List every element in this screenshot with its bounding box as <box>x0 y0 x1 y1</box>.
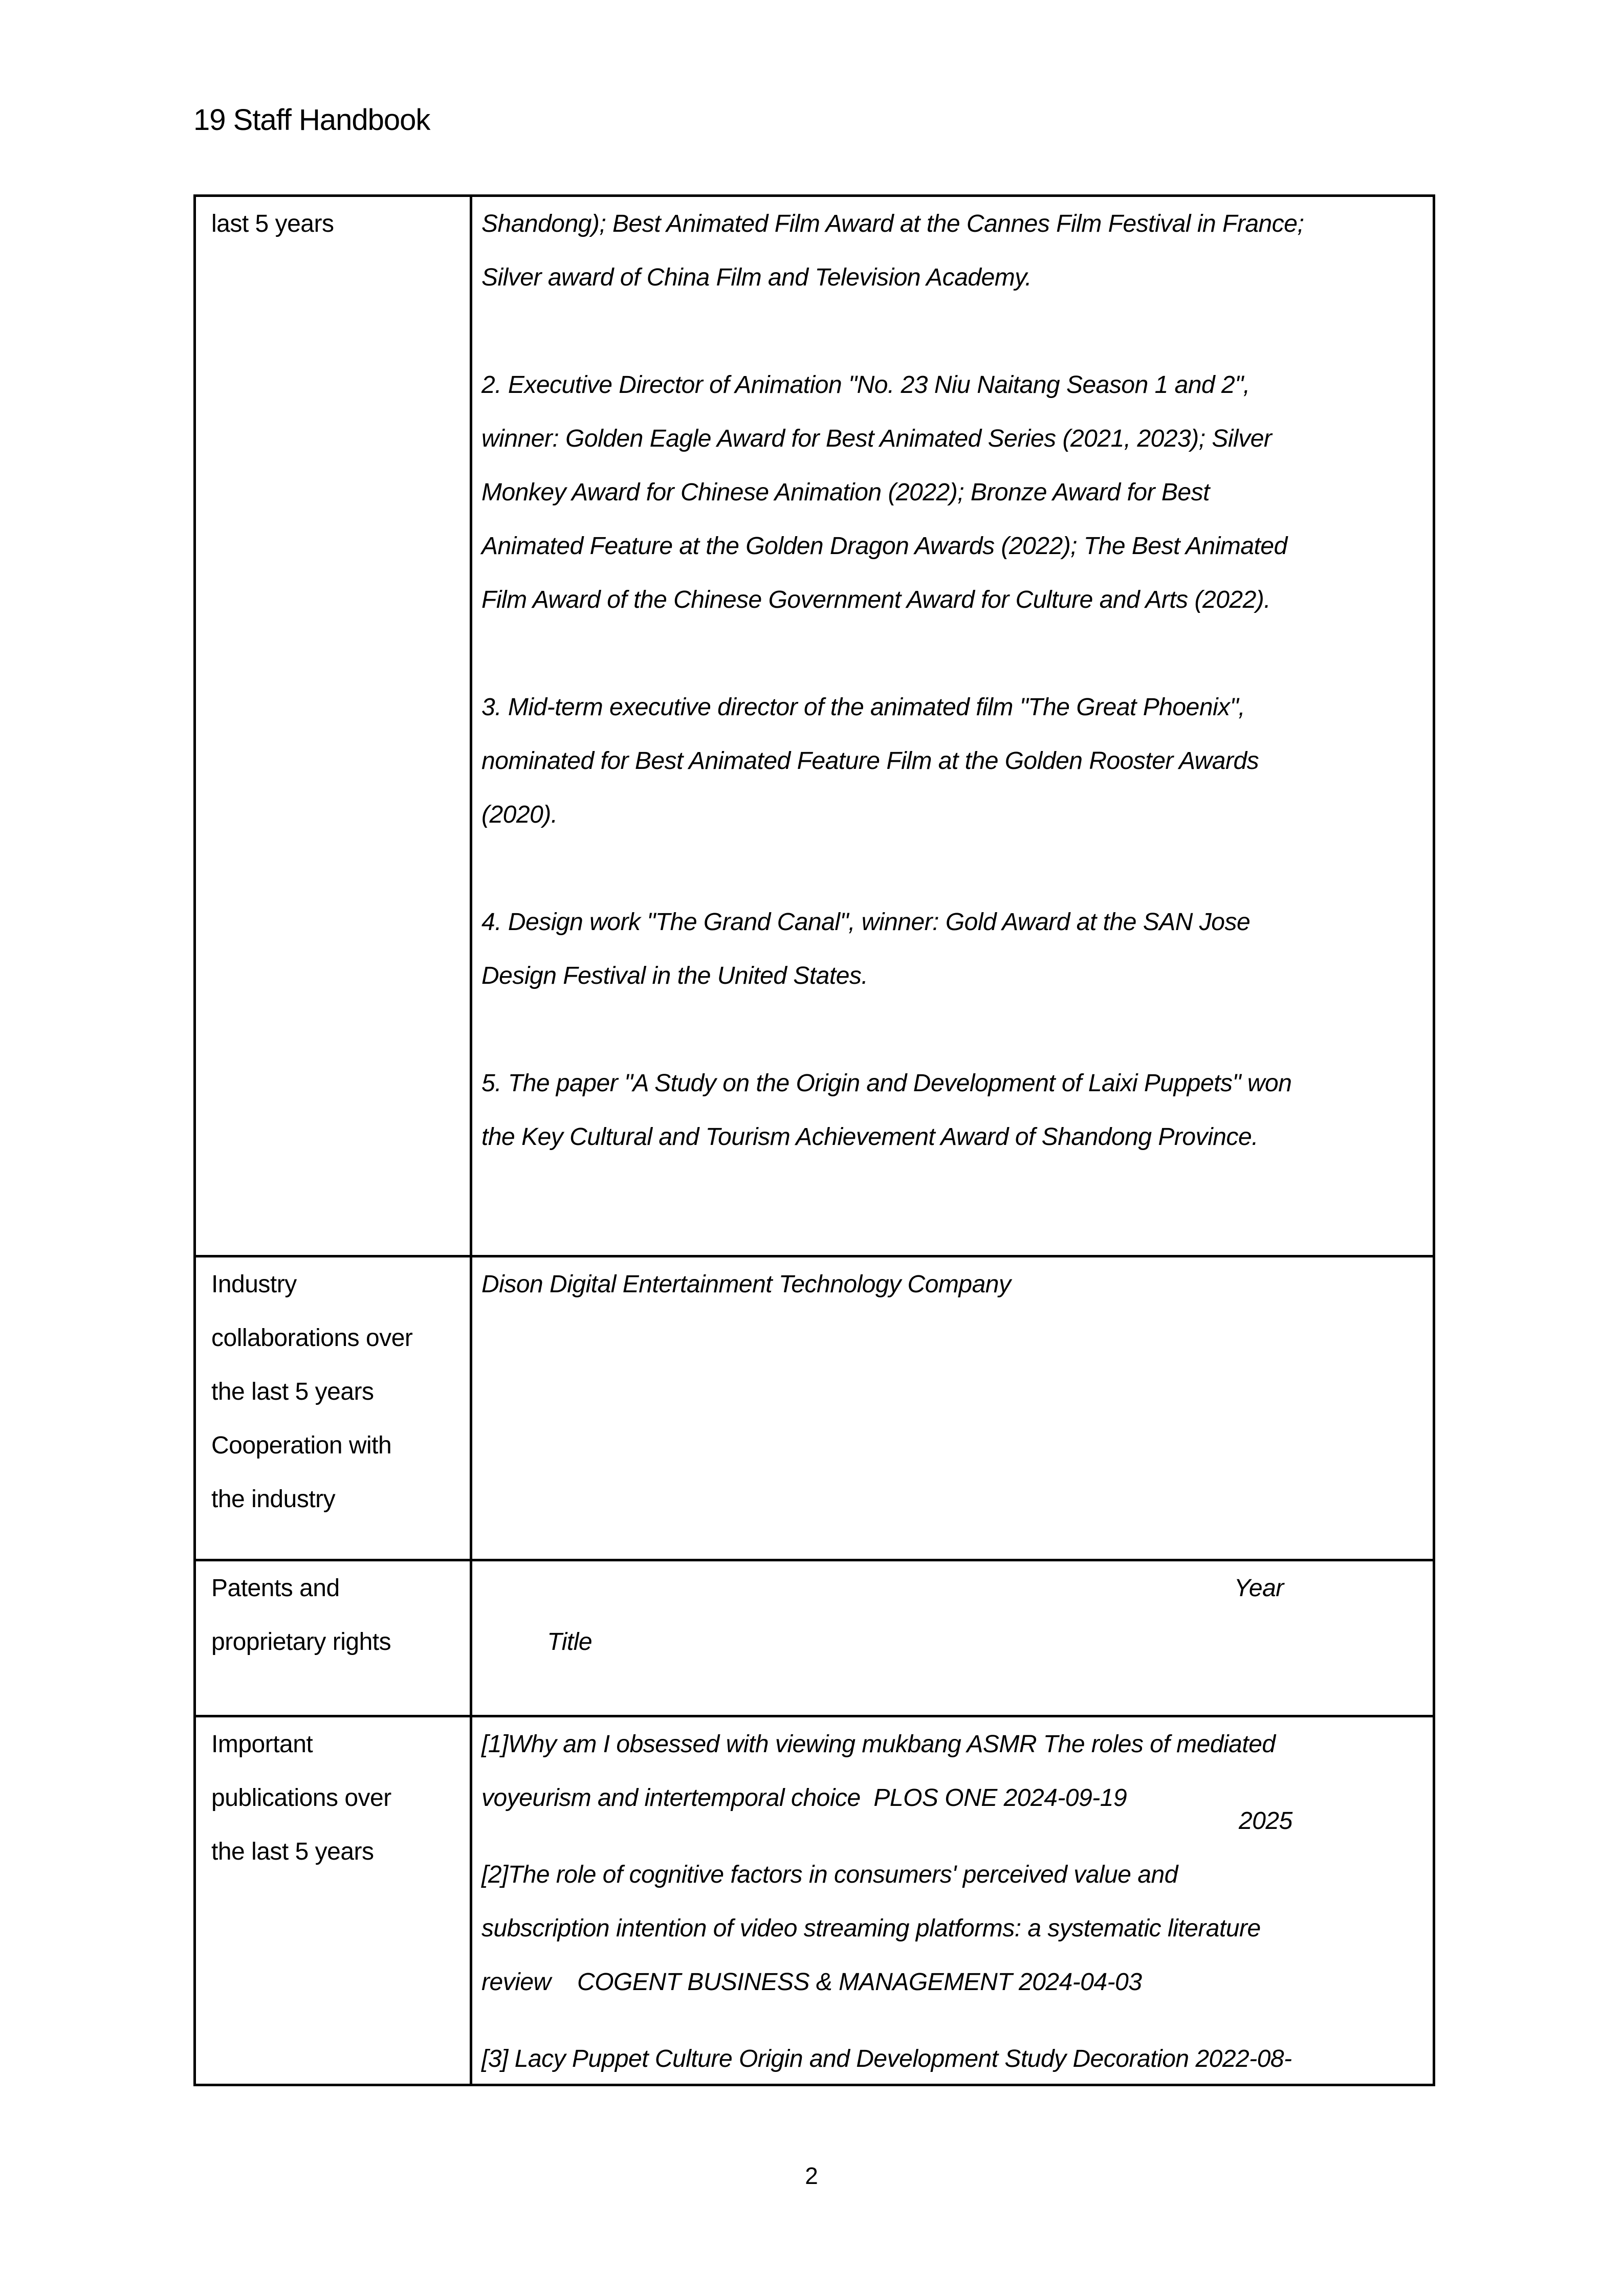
text-line: Design Festival in the United States. <box>481 962 868 989</box>
row-label-industry-collaborations <box>196 1257 472 1559</box>
awards-paragraph-1 <box>481 197 1422 304</box>
text-line: subscription intention of video streaming platforms: a systematic literature <box>481 1915 1261 1942</box>
label-line: Important <box>211 1731 313 1758</box>
page-number: 2 <box>805 2162 818 2189</box>
label-line: publications over <box>211 1784 391 1812</box>
label-line: collaborations over <box>211 1324 413 1352</box>
patents-year-label: Year <box>1234 1575 1284 1602</box>
label-line: the industry <box>211 1486 336 1513</box>
label-line: proprietary rights <box>211 1628 391 1655</box>
patents-title-label: Title <box>547 1628 593 1655</box>
cell-awards-content <box>472 197 1433 1255</box>
awards-paragraph-3 <box>481 680 1422 842</box>
text-line: (2020). <box>481 801 558 828</box>
text-line: Dison Digital Entertainment Technology Company <box>481 1271 1011 1298</box>
text-line: the Key Cultural and Tourism Achievement Award of Shandong Province. <box>481 1123 1258 1151</box>
row-label-patents <box>196 1561 472 1715</box>
text-line: voyeurism and intertemporal choice PLOS ONE 2024-09-19 <box>481 1784 1127 1812</box>
text-line: [3] Lacy Puppet Culture Origin and Development Study Decoration 2022-08- <box>481 2045 1292 2072</box>
text-line: Animated Feature at the Golden Dragon Awards (2022); The Best Animated <box>481 533 1287 560</box>
row-label-publications <box>196 1717 472 2084</box>
row-label-awards <box>196 197 472 1255</box>
table-row-awards <box>196 197 1433 1257</box>
text-line: [1]Why am I obsessed with viewing mukbang ASMR The roles of mediated <box>481 1731 1276 1758</box>
text-line: Silver award of China Film and Television Academy. <box>481 264 1032 291</box>
label-line: the last 5 years <box>211 1838 374 1865</box>
text-line: 5. The paper "A Study on the Origin and Development of Laixi Puppets" won <box>481 1070 1292 1097</box>
page-header-title: 19 Staff Handbook <box>193 103 430 137</box>
awards-paragraph-2 <box>481 358 1422 627</box>
awards-paragraph-4 <box>481 895 1422 1003</box>
text-line: Shandong); Best Animated Film Award at the Cannes Film Festival in France; <box>481 210 1304 237</box>
patents-year-value: 2025 <box>1239 1807 1292 1835</box>
publication-2 <box>481 1848 1422 2009</box>
publication-1 <box>481 1717 1422 1825</box>
cell-publications-content <box>472 1717 1433 2084</box>
industry-paragraph <box>481 1257 1422 1311</box>
table-row-publications <box>196 1717 1433 2084</box>
text-line: Monkey Award for Chinese Animation (2022); Bronze Award for Best <box>481 479 1210 506</box>
text-line: Film Award of the Chinese Government Award for Culture and Arts (2022). <box>481 586 1271 613</box>
staff-handbook-table <box>193 194 1435 2086</box>
label-line: Industry <box>211 1271 297 1298</box>
awards-paragraph-5 <box>481 1056 1422 1164</box>
text-line: 2. Executive Director of Animation "No. 23 Niu Naitang Season 1 and 2", <box>481 371 1250 399</box>
cell-industry-content <box>472 1257 1433 1559</box>
table-row-industry-collaborations <box>196 1257 1433 1561</box>
label-line: Patents and <box>211 1575 340 1602</box>
text-line: winner: Golden Eagle Award for Best Animated Series (2021, 2023); Silver <box>481 425 1272 452</box>
publication-3 <box>481 2032 1422 2086</box>
text-line: nominated for Best Animated Feature Film at the Golden Rooster Awards <box>481 747 1259 775</box>
text-line: [2]The role of cognitive factors in consumers' perceived value and <box>481 1861 1178 1888</box>
text-line: 3. Mid-term executive director of the animated film "The Great Phoenix", <box>481 694 1245 721</box>
label-line: Cooperation with <box>211 1432 392 1459</box>
label-line: the last 5 years <box>211 1378 374 1405</box>
text-line: review COGENT BUSINESS & MANAGEMENT 2024-04-03 <box>481 1969 1142 1996</box>
label-line: last 5 years <box>211 210 334 237</box>
text-line: 4. Design work "The Grand Canal", winner: Gold Award at the SAN Jose <box>481 909 1251 936</box>
